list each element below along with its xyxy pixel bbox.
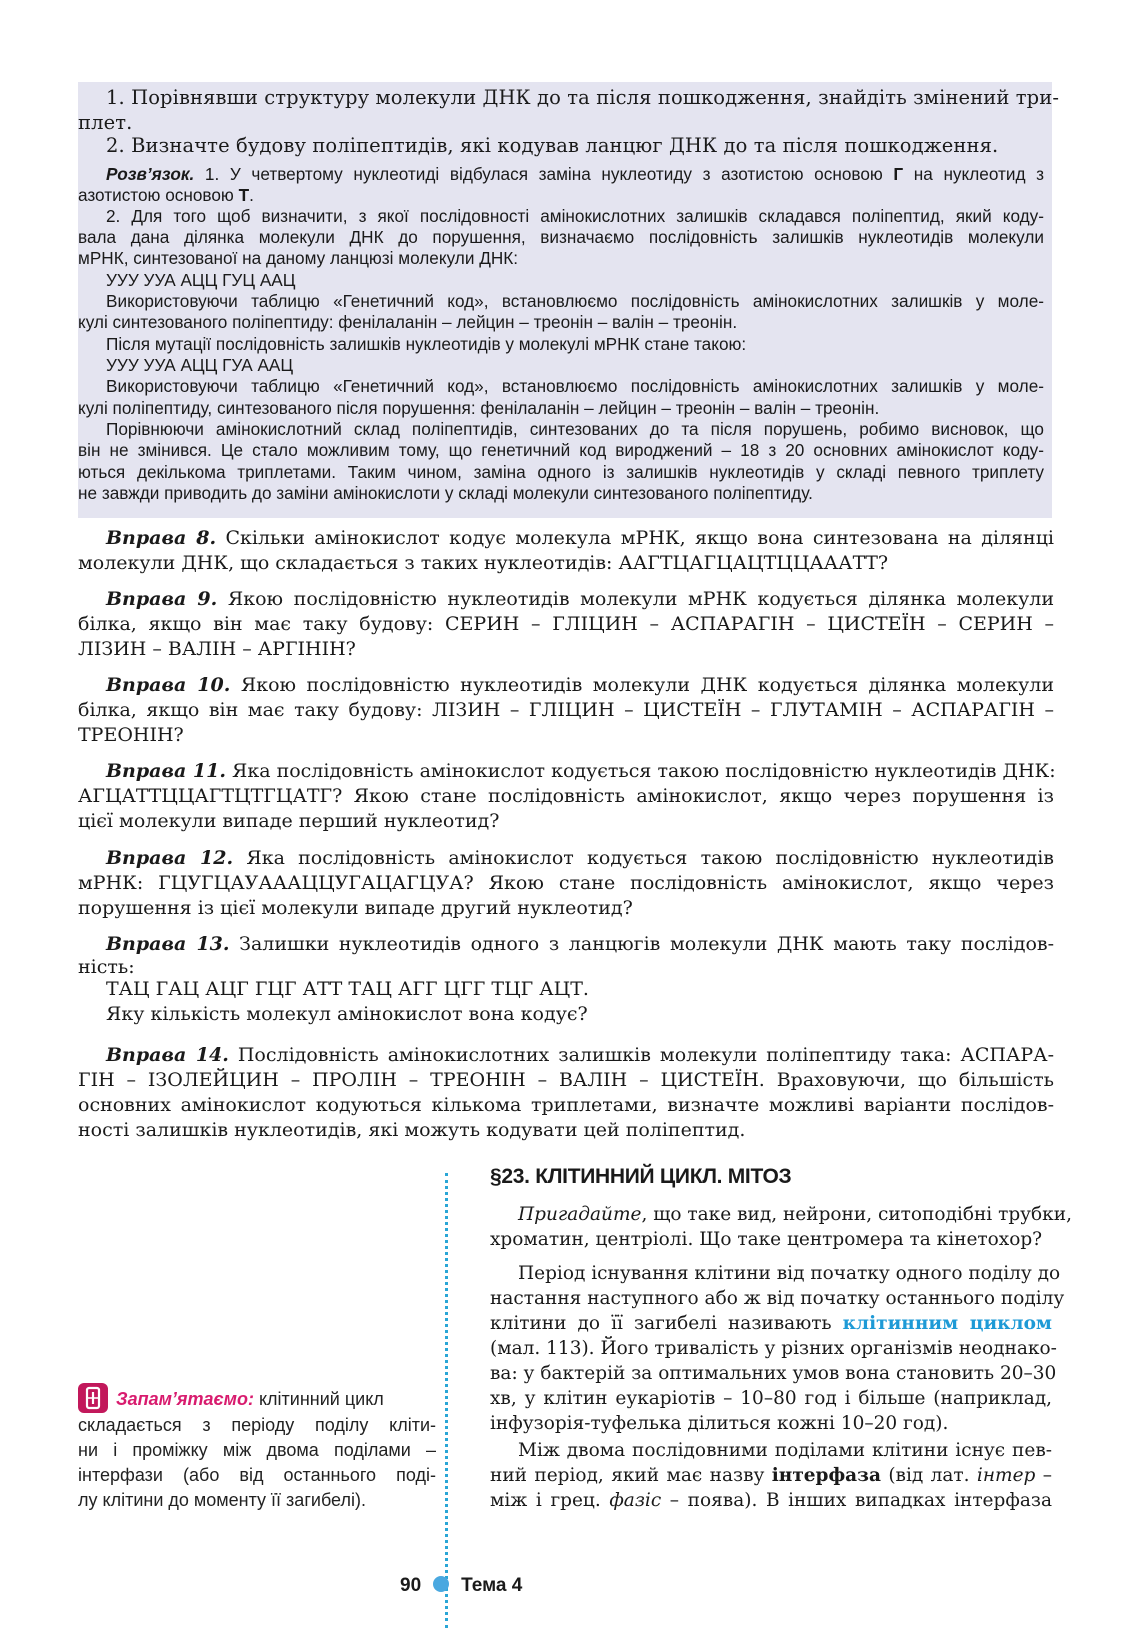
solution-line-2: азотистою основою Т. <box>78 185 254 205</box>
solution-p4: Після мутації послідовність залишків нуклеотидів у молекулі мРНК стане такою: <box>106 334 747 354</box>
term-interphase: інтерфаза <box>771 1465 881 1486</box>
question-2: 2. Визначте будову поліпептидів, які кодував ланцюг ДНК до та після пошкодження. <box>106 134 999 157</box>
exercise-10-label: Вправа 10. <box>106 674 231 696</box>
solution-p6-line-3: ються декількома триплетами. Таким чином, заміна одного із залишків нуклеотидів у складі певного триплету <box>78 462 1044 482</box>
exercise-9-label: Вправа 9. <box>106 588 218 610</box>
mrna-sequence-1: УУУ УУА АЦЦ ГУЦ ААЦ <box>106 270 296 290</box>
bullet-dot-icon <box>433 1576 449 1592</box>
solution-p5-line-2: кулі поліпептиду, синтезованого після порушення: фенілаланін – лейцин – треонін – валін – треонін. <box>78 398 880 418</box>
paragraph-cell-cycle: Період існування клітини від початку одного поділу до настання наступного або ж від початку останнього поділу клітини до її загибелі називають клітинним циклом (мал. 113). Його тривалість у різних організмів неоднако- ва: у бактерій за оптимальних умов вона становить 20–30 хв, у клітин еукаріотів – 10–80 год і більше (наприклад, інфузорія-туфелька ділиться кожні 10–20 год). <box>490 1263 1065 1434</box>
recall-prompt: Пригадайте, що таке вид, нейрони, ситоподібні трубки, хроматин, центріолі. Що таке центромера та кінетохор? <box>490 1204 1072 1250</box>
topic-label: Тема 4 <box>461 1575 523 1596</box>
exercise-13-label: Вправа 13. <box>106 933 230 955</box>
paragraph-interphase: Між двома послідовними поділами клітини існує пев- ний період, який має назву інтерфаза (від лат. інтер – між і грец. фазіс – поява). В інших випадках інтерфаза <box>490 1440 1052 1511</box>
solution-line-1: Розв’язок. 1. У четвертому нуклеотиді відбулася заміна нуклеотиду з азотистою основою Г на нуклеотид з <box>106 164 1045 184</box>
solution-p5-line-1: Використовуючи таблицю «Генетичний код», встановлюємо послідовність амінокислотних залишків у моле- <box>106 376 1044 396</box>
exercise-11-label: Вправа 11. <box>106 760 226 782</box>
solution-p2-line-3: мРНК, синтезованої на даному ланцюзі молекули ДНК: <box>78 248 519 268</box>
solution-p6-line-2: він не змінився. Це стало можливим тому, що генетичний код вироджений – 18 з 20 основних амінокислот коду- <box>78 440 1044 460</box>
solution-p6-line-1: Порівнюючи амінокислотний склад поліпептидів, синтезованих до та після порушень, робимо висновок, що <box>106 419 1044 439</box>
question-1-line-1: 1. Порівнявши структуру молекули ДНК до та після пошкодження, знайдіть змінений три- <box>106 86 1060 109</box>
solution-p2-line-2: вала дана ділянка молекули ДНК до порушення, визначаємо послідовність залишків нуклеотидів молекули <box>78 227 1044 247</box>
exercise-11: Вправа 11. Яка послідовність амінокислот кодується такою послідовністю нуклеотидів ДНК: АГЦАТТЦЦАГТЦТГЦАТГ? Якою стане послідовність амінокислот, якщо через порушення із цієї молекули випаде перший нуклеотид? <box>78 760 1056 832</box>
solution-p6-line-4: не завжди приводить до заміни амінокислоти у складі молекули синтезованого поліпептиду. <box>78 483 813 503</box>
column-divider <box>445 1173 448 1628</box>
page-footer <box>400 1575 522 1605</box>
dna-sequence: ТАЦ ГАЦ АЦГ ГЦГ АТТ ТАЦ АГГ ЦГГ ТЦГ АЦТ. <box>106 978 589 1000</box>
question-1-line-2: плет. <box>78 111 133 134</box>
term-cell-cycle: клітинним циклом <box>842 1313 1052 1334</box>
solution-label: Розв’язок. <box>106 164 195 184</box>
remember-icon <box>78 1383 108 1413</box>
mrna-sequence-2: УУУ УУА АЦЦ ГУА ААЦ <box>106 355 294 375</box>
section-title: §23. КЛІТИННИЙ ЦИКЛ. МІТОЗ <box>490 1165 792 1188</box>
exercise-10: Вправа 10. Якою послідовністю нуклеотидів молекули ДНК кодується ділянка молекули білка, якщо він має таку будову: ЛІЗИН – ГЛІЦИН – ЦИСТЕЇН – ГЛУТАМІН – АСПАРАГІН – ТРЕОНІН? <box>78 674 1054 746</box>
exercise-12: Вправа 12. Яка послідовність амінокислот кодується такою послідовністю нуклеотидів мРНК: ГЦУГЦАУАААЦЦУГАЦАГЦУА? Якою стане послідовність амінокислот, якщо через порушення із цієї молекули випаде другий нуклеотид? <box>78 847 1054 919</box>
solution-p3-line-1: Використовуючи таблицю «Генетичний код», встановлюємо послідовність амінокислотних залишків у моле- <box>106 291 1044 311</box>
exercise-13: Вправа 13. Залишки нуклеотидів одного з ланцюгів молекули ДНК мають таку послідов- ність: ТАЦ ГАЦ АЦГ ГЦГ АТТ ТАЦ АГГ ЦГГ ТЦГ АЦТ. Яку кількість молекул амінокислот вона кодує? <box>78 933 1054 1025</box>
solution-p3-line-2: кулі синтезованого поліпептиду: фенілаланін – лейцин – треонін – валін – треонін. <box>78 312 738 332</box>
exercise-8: Вправа 8. Скільки амінокислот кодує молекула мРНК, якщо вона синтезована на ділянці молекули ДНК, що складається з таких нуклеотидів: ААГТЦАГЦАЦТЦЦАААТТ? <box>78 527 1054 574</box>
task-box <box>78 82 1060 518</box>
exercise-8-label: Вправа 8. <box>106 527 217 549</box>
exercise-12-label: Вправа 12. <box>106 847 234 869</box>
page-number: 90 <box>400 1575 422 1596</box>
solution-p2-line-1: 2. Для того щоб визначити, з якої послідовності амінокислотних залишків складався поліпептид, який коду- <box>106 206 1044 226</box>
remember-title: Запам’ятаємо: <box>116 1389 254 1409</box>
exercise-9: Вправа 9. Якою послідовністю нуклеотидів молекули мРНК кодується ділянка молекули білка, якщо він має таку будову: СЕРИН – ГЛІЦИН – АСПАРАГІН – ЦИСТЕЇН – СЕРИН – ЛІЗИН – ВАЛІН – АРГІНІН? <box>78 588 1054 660</box>
exercise-14: Вправа 14. Послідовність амінокислотних залишків молекули поліпептиду така: АСПАРА- ГІН – ІЗОЛЕЙЦИН – ПРОЛІН – ТРЕОНІН – ВАЛІН – ЦИСТЕЇН. Враховуючи, що більшість основних амінокислот кодуються кількома триплетами, визначте можливі варіанти послідов- ності залишків нуклеотидів, які можуть кодувати цей поліпептид. <box>78 1044 1054 1141</box>
exercise-14-label: Вправа 14. <box>106 1044 229 1066</box>
remember-note: Запам’ятаємо: клітинний цикл складається з періоду поділу кліти- ни і проміжку між двома поділами – інтерфази (або від останнього поді- лу клітини до моменту її загибелі). <box>78 1383 436 1513</box>
